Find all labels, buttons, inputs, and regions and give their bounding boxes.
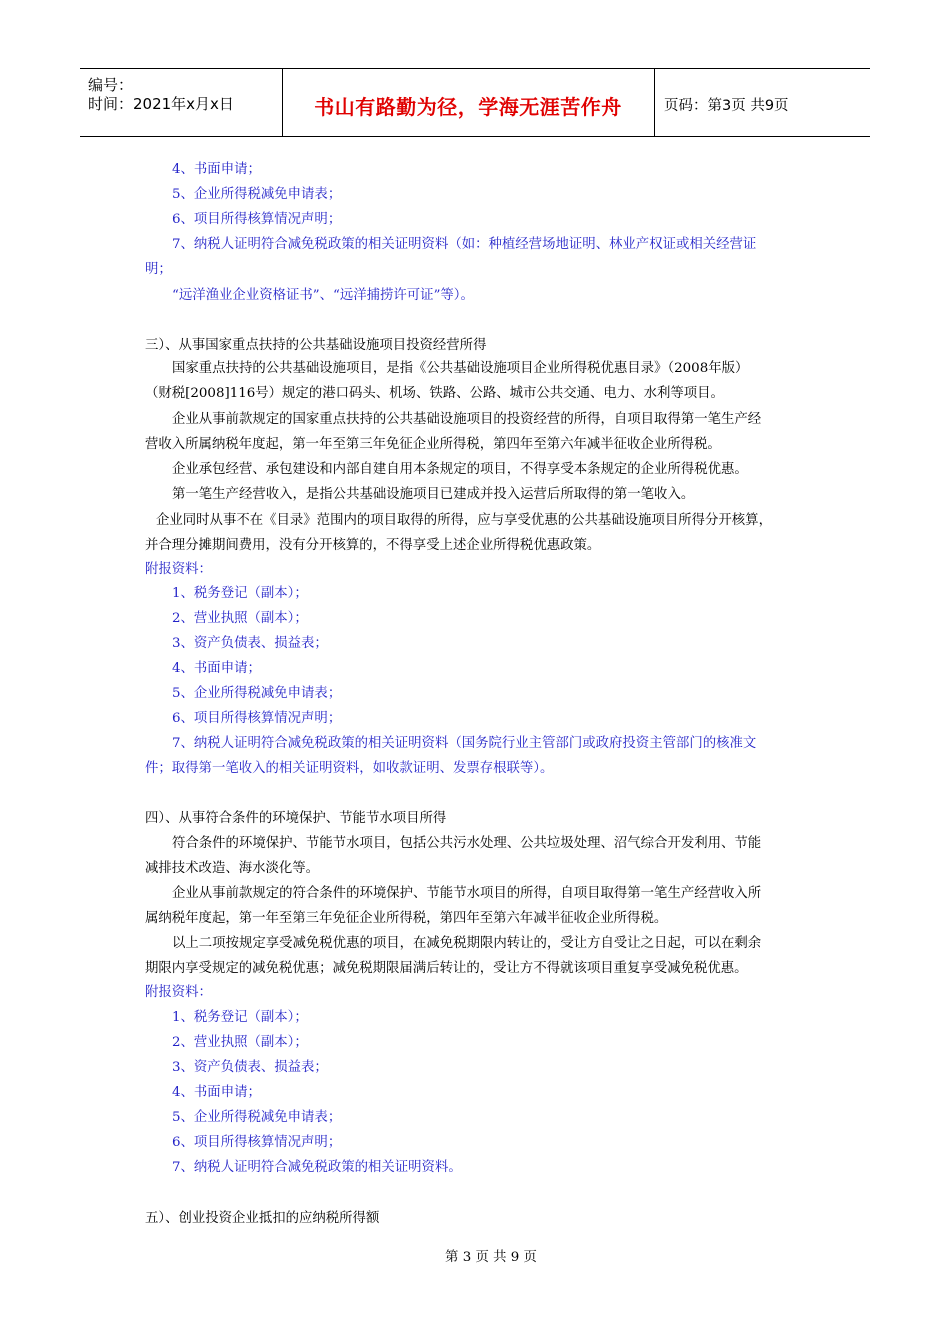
section-heading: 四）、从事符合条件的环境保护、节能节水项目所得 [145, 811, 447, 826]
attachment-item: 1、税务登记（副本）； [172, 586, 308, 601]
header-motto-cell [282, 69, 655, 136]
attachment-item: 5、企业所得税减免申请表； [172, 686, 342, 701]
header-meta-cell [80, 69, 283, 136]
attachments-label: 附报资料： [145, 985, 212, 1000]
attachment-item-continued: 件；取得第一笔收入的相关证明资料，如收款证明、发票存根联等）。 [145, 761, 554, 776]
attachments-label: 附报资料： [145, 562, 212, 577]
attachment-item: 2、营业执照（副本）； [172, 611, 308, 626]
document-number: 编号： [88, 76, 134, 94]
paragraph-line: 符合条件的环境保护、节能节水项目，包括公共污水处理、公共垃圾处理、沼气综合开发利用、节能 [172, 836, 762, 851]
paragraph-line: 属纳税年度起，第一年至第三年免征企业所得税，第四年至第六年减半征收企业所得税。 [145, 911, 668, 926]
attachment-item: 3、资产负债表、损益表； [172, 1060, 328, 1075]
attachment-item: 7、纳税人证明符合减免税政策的相关证明资料。 [172, 1160, 462, 1175]
attachment-item: 3、资产负债表、损益表； [172, 636, 328, 651]
document-date: 时间：2021年x月x日 [88, 95, 234, 113]
attachment-item-continued: 明； [145, 262, 172, 277]
paragraph-line: 营收入所属纳税年度起，第一年至第三年免征企业所得税，第四年至第六年减半征收企业所得税。 [145, 437, 721, 452]
header-motto: 书山有路勤为径，学海无涯苦作舟 [314, 95, 622, 119]
paragraph-line: 期限内享受规定的减免税优惠；减免税期限届满后转让的，受让方不得就该项目重复享受减免税优惠。 [145, 961, 748, 976]
paragraph-line: 减排技术改造、海水淡化等。 [145, 861, 320, 876]
attachment-item: 7、纳税人证明符合减免税政策的相关证明资料（如：种植经营场地证明、林业产权证或相关经营证 [172, 237, 757, 252]
page-footer: 第 3 页 共 9 页 [445, 1250, 537, 1265]
paragraph-line: （财税[2008]116号）规定的港口码头、机场、铁路、公路、城市公共交通、电力、水利等项目。 [145, 386, 724, 401]
attachment-item: 4、书面申请； [172, 661, 261, 676]
attachment-item: 7、纳税人证明符合减免税政策的相关证明资料（国务院行业主管部门或政府投资主管部门的核准文 [172, 736, 757, 751]
page-header [80, 68, 870, 137]
attachment-item: 6、项目所得核算情况声明； [172, 212, 342, 227]
section-heading: 五）、创业投资企业抵扣的应纳税所得额 [145, 1211, 380, 1226]
section-heading: 三）、从事国家重点扶持的公共基础设施项目投资经营所得 [145, 338, 487, 353]
paragraph-line: 企业从事前款规定的国家重点扶持的公共基础设施项目的投资经营的所得，自项目取得第一笔生产经 [172, 412, 762, 427]
attachment-item: 6、项目所得核算情况声明； [172, 711, 342, 726]
paragraph-line: 第一笔生产经营收入，是指公共基础设施项目已建成并投入运营后所取得的第一笔收入。 [172, 487, 695, 502]
attachment-item: 6、项目所得核算情况声明； [172, 1135, 342, 1150]
paragraph-line: 国家重点扶持的公共基础设施项目，是指《公共基础设施项目企业所得税优惠目录》（2008年版） [172, 361, 749, 376]
paragraph-line: 以上二项按规定享受减免税优惠的项目，在减免税期限内转让的，受让方自受让之日起，可以在剩余 [172, 936, 762, 951]
attachment-item: 4、书面申请； [172, 162, 261, 177]
header-page-number: 页码：第3页 共9页 [664, 98, 789, 114]
paragraph-line: 企业从事前款规定的符合条件的环境保护、节能节水项目的所得，自项目取得第一笔生产经营收入所 [172, 886, 762, 901]
attachment-item-continued: “远洋渔业企业资格证书”、“远洋捕捞许可证”等）。 [172, 288, 474, 303]
attachment-item: 4、书面申请； [172, 1085, 261, 1100]
attachment-item: 5、企业所得税减免申请表； [172, 187, 342, 202]
attachment-item: 1、税务登记（副本）； [172, 1010, 308, 1025]
paragraph-line: 并合理分摊期间费用，没有分开核算的，不得享受上述企业所得税优惠政策。 [145, 538, 601, 553]
paragraph-line: 企业同时从事不在《目录》范围内的项目取得的所得，应与享受优惠的公共基础设施项目所得分开核算， [156, 513, 772, 528]
attachment-item: 5、企业所得税减免申请表； [172, 1110, 342, 1125]
paragraph-line: 企业承包经营、承包建设和内部自建自用本条规定的项目，不得享受本条规定的企业所得税优惠。 [172, 462, 748, 477]
attachment-item: 2、营业执照（副本）； [172, 1035, 308, 1050]
